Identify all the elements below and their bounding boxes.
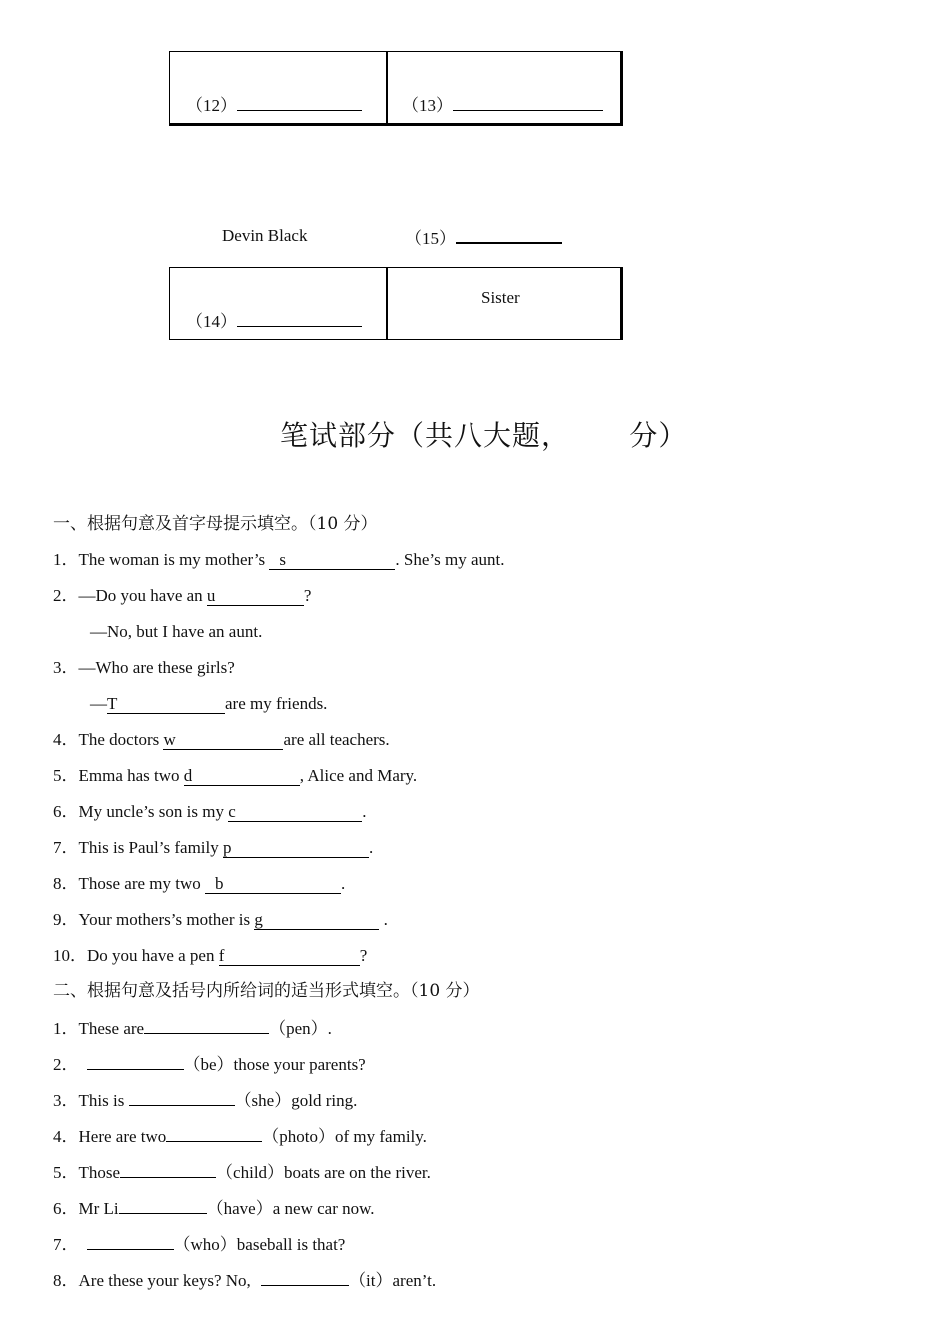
cell-15-label: （15）: [405, 229, 456, 248]
answer-blank[interactable]: [261, 1269, 349, 1286]
word-hint: （she）: [234, 1091, 292, 1110]
first-letter: c: [228, 802, 236, 821]
q-num: 6．: [53, 802, 79, 821]
q-text: ?: [359, 946, 368, 965]
answer-blank[interactable]: [207, 587, 304, 606]
word-hint: （pen）.: [269, 1019, 332, 1038]
answer-blank[interactable]: [163, 731, 283, 750]
cell-13-label: （13）: [402, 96, 453, 115]
q-text: This is Paul’s family: [78, 838, 223, 857]
q-text: —Who are these girls?: [78, 658, 235, 677]
s1-q1: [53, 550, 505, 570]
q-text: Those are my two: [78, 874, 206, 893]
q-num: 4．: [53, 730, 79, 749]
q-text: ?: [303, 586, 312, 605]
s2-q4: [53, 1125, 427, 1147]
q-text: boats are on the river.: [284, 1163, 431, 1182]
answer-blank[interactable]: [219, 947, 360, 966]
s1-q7: [53, 838, 373, 858]
q-text: This is: [78, 1091, 129, 1110]
s2-q6: [53, 1197, 375, 1219]
answer-blank[interactable]: [87, 1233, 174, 1250]
q-num: 6．: [53, 1199, 79, 1218]
cell-14-label: （14）: [186, 312, 237, 331]
q-text: —Do you have an: [78, 586, 207, 605]
cell-13: [402, 94, 603, 116]
cell-12: [186, 94, 362, 116]
answer-blank[interactable]: [87, 1053, 184, 1070]
s2-q7: [53, 1233, 345, 1255]
written-part-heading: 笔试部分（共八大题， 分）: [280, 419, 688, 452]
s1-q5: [53, 766, 417, 786]
q-num: 5．: [53, 1163, 79, 1182]
s2-q2: [53, 1053, 366, 1075]
blank-15[interactable]: [456, 226, 562, 244]
s1-q3-answer: [90, 694, 327, 714]
first-letter: g: [254, 910, 263, 929]
first-letter: u: [206, 586, 216, 605]
answer-blank[interactable]: [184, 767, 300, 786]
q-text: —: [90, 694, 107, 713]
answer-blank[interactable]: [120, 1161, 216, 1178]
section1-title: 一、根据句意及首字母提示填空。（10 分）: [53, 514, 378, 534]
q-text: , Alice and Mary.: [299, 766, 418, 785]
q-text: are my friends.: [225, 694, 328, 713]
q-num: 1．: [53, 1019, 79, 1038]
blank-13[interactable]: [453, 94, 603, 111]
word-hint: （child）: [216, 1163, 285, 1182]
first-letter: f: [218, 946, 225, 965]
answer-blank[interactable]: [254, 911, 379, 930]
s1-q9: [53, 910, 388, 930]
cell-14: [186, 310, 362, 332]
q-text: My uncle’s son is my: [78, 802, 229, 821]
s1-q4: [53, 730, 390, 750]
q-text: baseball is that?: [236, 1235, 346, 1254]
first-letter: p: [223, 838, 232, 857]
blank-12[interactable]: [237, 94, 362, 111]
person-name: Devin Black: [222, 226, 308, 245]
answer-blank[interactable]: [107, 695, 225, 714]
q-text: those your parents?: [233, 1055, 366, 1074]
q-num: 4．: [53, 1127, 79, 1146]
q-num: 5．: [53, 766, 79, 785]
q-text: gold ring.: [291, 1091, 358, 1110]
cell-12-label: （12）: [186, 96, 237, 115]
s1-q10: [53, 946, 367, 966]
q-num: 2．: [53, 1055, 79, 1074]
answer-blank[interactable]: [144, 1017, 269, 1034]
q-num: 2．: [53, 586, 79, 605]
q-text: .: [369, 838, 374, 857]
cell-sister: Sister: [481, 288, 520, 307]
s2-q1: [53, 1017, 332, 1039]
q-text: a new car now.: [272, 1199, 375, 1218]
word-hint: （have）: [206, 1199, 273, 1218]
word-hint: （it）: [349, 1271, 393, 1290]
s2-q8: [53, 1269, 436, 1291]
q-text: Those: [78, 1163, 121, 1182]
word-hint: （who）: [173, 1235, 237, 1254]
q-text: Are these your keys? No,: [78, 1271, 256, 1290]
q-num: 9．: [53, 910, 79, 929]
q-num: 3．: [53, 658, 79, 677]
blank-14[interactable]: [237, 310, 362, 327]
cell-15: [405, 226, 562, 249]
q-text: Your mothers’s mother is: [78, 910, 255, 929]
q-num: 7．: [53, 1235, 79, 1254]
s1-q2-answer: —No, but I have an aunt.: [90, 622, 263, 641]
first-letter: d: [183, 766, 193, 785]
answer-blank[interactable]: [129, 1089, 235, 1106]
word-hint: （be）: [183, 1055, 234, 1074]
answer-blank[interactable]: [228, 803, 362, 822]
q-text: of my family.: [335, 1127, 427, 1146]
q-text: Do you have a pen: [87, 946, 219, 965]
first-letter: b: [215, 874, 224, 893]
q-text: Here are two: [78, 1127, 167, 1146]
answer-blank[interactable]: [119, 1197, 207, 1214]
q-num: 1．: [53, 550, 79, 569]
divider-bottom: [386, 267, 388, 340]
s1-q2: [53, 586, 311, 606]
q-text: aren’t.: [392, 1271, 437, 1290]
answer-blank[interactable]: [205, 875, 341, 894]
q-num: 7．: [53, 838, 79, 857]
q-num: 10．: [53, 946, 87, 965]
first-letter: T: [107, 694, 118, 713]
q-text: Emma has two: [78, 766, 184, 785]
q-text: .: [341, 874, 346, 893]
s1-q3: [53, 658, 235, 678]
q-num: 3．: [53, 1091, 79, 1110]
q-text: .: [362, 802, 367, 821]
word-hint: （photo）: [262, 1127, 336, 1146]
first-letter: s: [279, 550, 287, 569]
s2-q5: [53, 1161, 431, 1183]
s1-q6: [53, 802, 366, 822]
q-num: 8．: [53, 1271, 79, 1290]
q-text: are all teachers.: [283, 730, 390, 749]
q-text: The doctors: [78, 730, 164, 749]
q-text: . She’s my aunt.: [395, 550, 505, 569]
q-text: These are: [78, 1019, 145, 1038]
answer-blank[interactable]: [166, 1125, 262, 1142]
answer-blank[interactable]: [269, 551, 395, 570]
section2-title: 二、根据句意及括号内所给词的适当形式填空。（10 分）: [53, 981, 480, 1001]
answer-blank[interactable]: [223, 839, 369, 858]
divider-top: [386, 51, 388, 124]
s1-q8: [53, 874, 345, 894]
q-text: Mr Li: [78, 1199, 119, 1218]
first-letter: w: [163, 730, 176, 749]
q-num: 8．: [53, 874, 79, 893]
q-text: .: [379, 910, 388, 929]
s2-q3: [53, 1089, 357, 1111]
q-text: The woman is my mother’s: [78, 550, 270, 569]
